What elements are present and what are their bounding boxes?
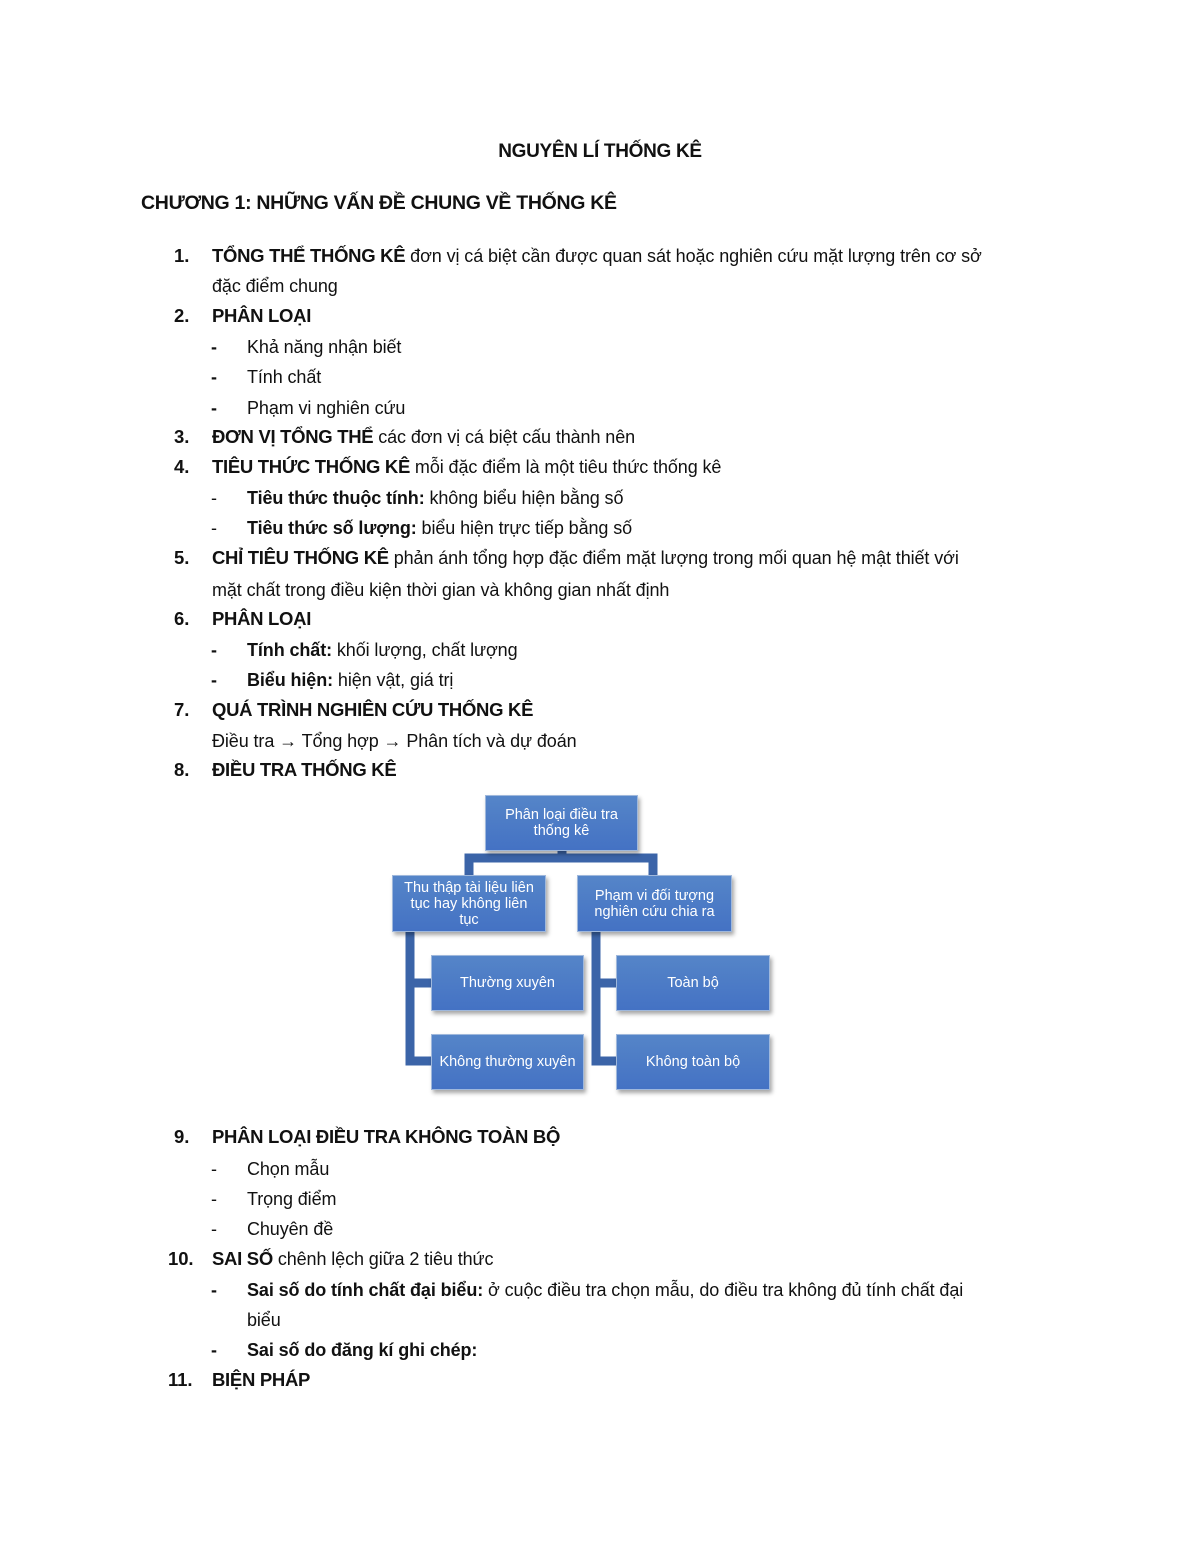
item-continuation: biểu xyxy=(247,1310,281,1330)
item-number: 11. xyxy=(168,1369,193,1390)
diagram-box-toan-bo: Toàn bộ xyxy=(616,955,770,1011)
item-heading: PHÂN LOẠI xyxy=(212,305,312,326)
item-text: phản ánh tổng hợp đặc điểm mặt lượng trong mối quan hệ mật thiết với xyxy=(388,548,959,568)
document-page: NGUYÊN LÍ THỐNG KÊ CHƯƠNG 1: NHỮNG VẤN ĐỀ CHUNG VỀ THỐNG KÊ 1. TỔNG THỂ THỐNG KÊ đơn vị cá biệt cần được quan sát hoặc nghiên cứu mặt lượng trên cơ sở đặc điểm chung 2. PHÂN LOẠI - Khả năng nhận biết - Tính chất - Phạm vi nghiên cứu 3. ĐƠN VỊ TỔNG THỂ các đơn vị cá biệt cấu thành nên 4. TIÊU THỨC THỐNG KÊ mỗi đặc điểm là một tiêu thức thống kê - Tiêu thức thuộc tính: không biểu hiện bằng số - Tiêu thức số lượng: biểu hiện trực tiếp bằng số 5. CHỈ TIÊU THỐNG KÊ phản ánh tổng hợp đặc điểm mặt lượng trong mối quan hệ mật thiết với mặt chất trong điều kiện thời gian và không gian nhất định 6. PHÂN LOẠI - Tính chất: khối lượng, chất lượng - Biểu hiện: hiện vật, giá trị 7. QUÁ TRÌNH NGHIÊN CỨU THỐNG KÊ Điều tra → Tổng hợp → Phân tích và dự đoán 8. ĐIỀU TRA THỐNG KÊ Phân loại điều tra thống kê Thu thập tài liệu liên tục hay không liên tục Phạm vi đối tượng nghiên cứu chia ra Thường xuyên Không thường xuyên Toàn bộ Không toàn bộ 9. PHÂN LOẠI ĐIỀU TRA KHÔNG TOÀN BỘ - Chọn mẫu - Trọng điểm - Chuyên đề 10. SAI SỐ chênh lệch giữa 2 tiêu thức - Sai số do tính chất đại biểu: ở cuộc điều tra chọn mẫu, do điều tra không đủ tính chất đại biểu - Sai số do đăng kí ghi chép: 11. BIỆN PHÁP xyxy=(0,0,1200,1553)
item-heading: ĐƠN VỊ TỔNG THỂ xyxy=(212,426,374,447)
item-number: 1. xyxy=(174,245,190,266)
bullet-dash: - xyxy=(211,488,217,508)
diagram-box-khong-thuong-xuyen: Không thường xuyên xyxy=(431,1034,584,1090)
item-number: 8. xyxy=(174,759,190,780)
item-continuation: mặt chất trong điều kiện thời gian và không gian nhất định xyxy=(212,580,670,600)
item-heading: SAI SỐ xyxy=(212,1248,273,1269)
bullet-dash: - xyxy=(211,1280,217,1300)
connector-left xyxy=(410,928,432,1061)
bullet-dash: - xyxy=(211,670,217,690)
item-number: 5. xyxy=(174,547,190,568)
bullet-dash: - xyxy=(211,1340,217,1360)
item-heading: TIÊU THỨC THỐNG KÊ xyxy=(212,456,411,477)
item-text: các đơn vị cá biệt cấu thành nên xyxy=(373,427,636,447)
item-text: mỗi đặc điểm là một tiêu thức thống kê xyxy=(410,457,722,477)
item-number: 7. xyxy=(174,699,190,720)
bullet-dash: - xyxy=(211,640,217,660)
bullet-dash: - xyxy=(211,1189,217,1209)
bullet-dash: - xyxy=(211,518,217,538)
diagram-left-box: Thu thập tài liệu liên tục hay không liên tục xyxy=(392,875,546,932)
chapter-heading: CHƯƠNG 1: NHỮNG VẤN ĐỀ CHUNG VỀ THỐNG KÊ xyxy=(141,192,617,214)
connector-right xyxy=(596,928,617,1061)
bullet-dash: - xyxy=(211,337,217,357)
diagram-root-box: Phân loại điều tra thống kê xyxy=(485,795,638,851)
process-flow: Điều tra → Tổng hợp → Phân tích và dự đoán xyxy=(212,731,577,751)
item-heading: CHỈ TIÊU THỐNG KÊ xyxy=(212,547,389,568)
diagram-box-thuong-xuyen: Thường xuyên xyxy=(431,955,584,1011)
item-heading: PHÂN LOẠI xyxy=(212,608,312,629)
item-number: 10. xyxy=(168,1248,194,1269)
item-continuation: đặc điểm chung xyxy=(212,276,338,296)
item-heading: BIỆN PHÁP xyxy=(212,1369,311,1390)
item-number: 4. xyxy=(174,456,190,477)
item-number: 6. xyxy=(174,608,190,629)
item-number: 9. xyxy=(174,1126,190,1147)
item-heading: TỔNG THỂ THỐNG KÊ xyxy=(212,245,406,266)
item-text: đơn vị cá biệt cần được quan sát hoặc nghiên cứu mặt lượng trên cơ sở xyxy=(405,246,982,266)
item-number: 2. xyxy=(174,305,190,326)
item-heading: QUÁ TRÌNH NGHIÊN CỨU THỐNG KÊ xyxy=(212,699,534,720)
document-title: NGUYÊN LÍ THỐNG KÊ xyxy=(498,141,702,162)
item-number: 3. xyxy=(174,426,190,447)
hierarchy-diagram xyxy=(380,786,780,1096)
bullet-dash: - xyxy=(211,398,217,418)
bullet-dash: - xyxy=(211,1159,217,1179)
bullet-dash: - xyxy=(211,367,217,387)
diagram-box-khong-toan-bo: Không toàn bộ xyxy=(616,1034,770,1090)
item-heading: PHÂN LOẠI ĐIỀU TRA KHÔNG TOÀN BỘ xyxy=(212,1126,561,1147)
item-text: chênh lệch giữa 2 tiêu thức xyxy=(272,1249,494,1269)
item-heading: ĐIỀU TRA THỐNG KÊ xyxy=(212,759,397,780)
diagram-right-box: Phạm vi đối tượng nghiên cứu chia ra xyxy=(577,875,732,932)
bullet-dash: - xyxy=(211,1219,217,1239)
